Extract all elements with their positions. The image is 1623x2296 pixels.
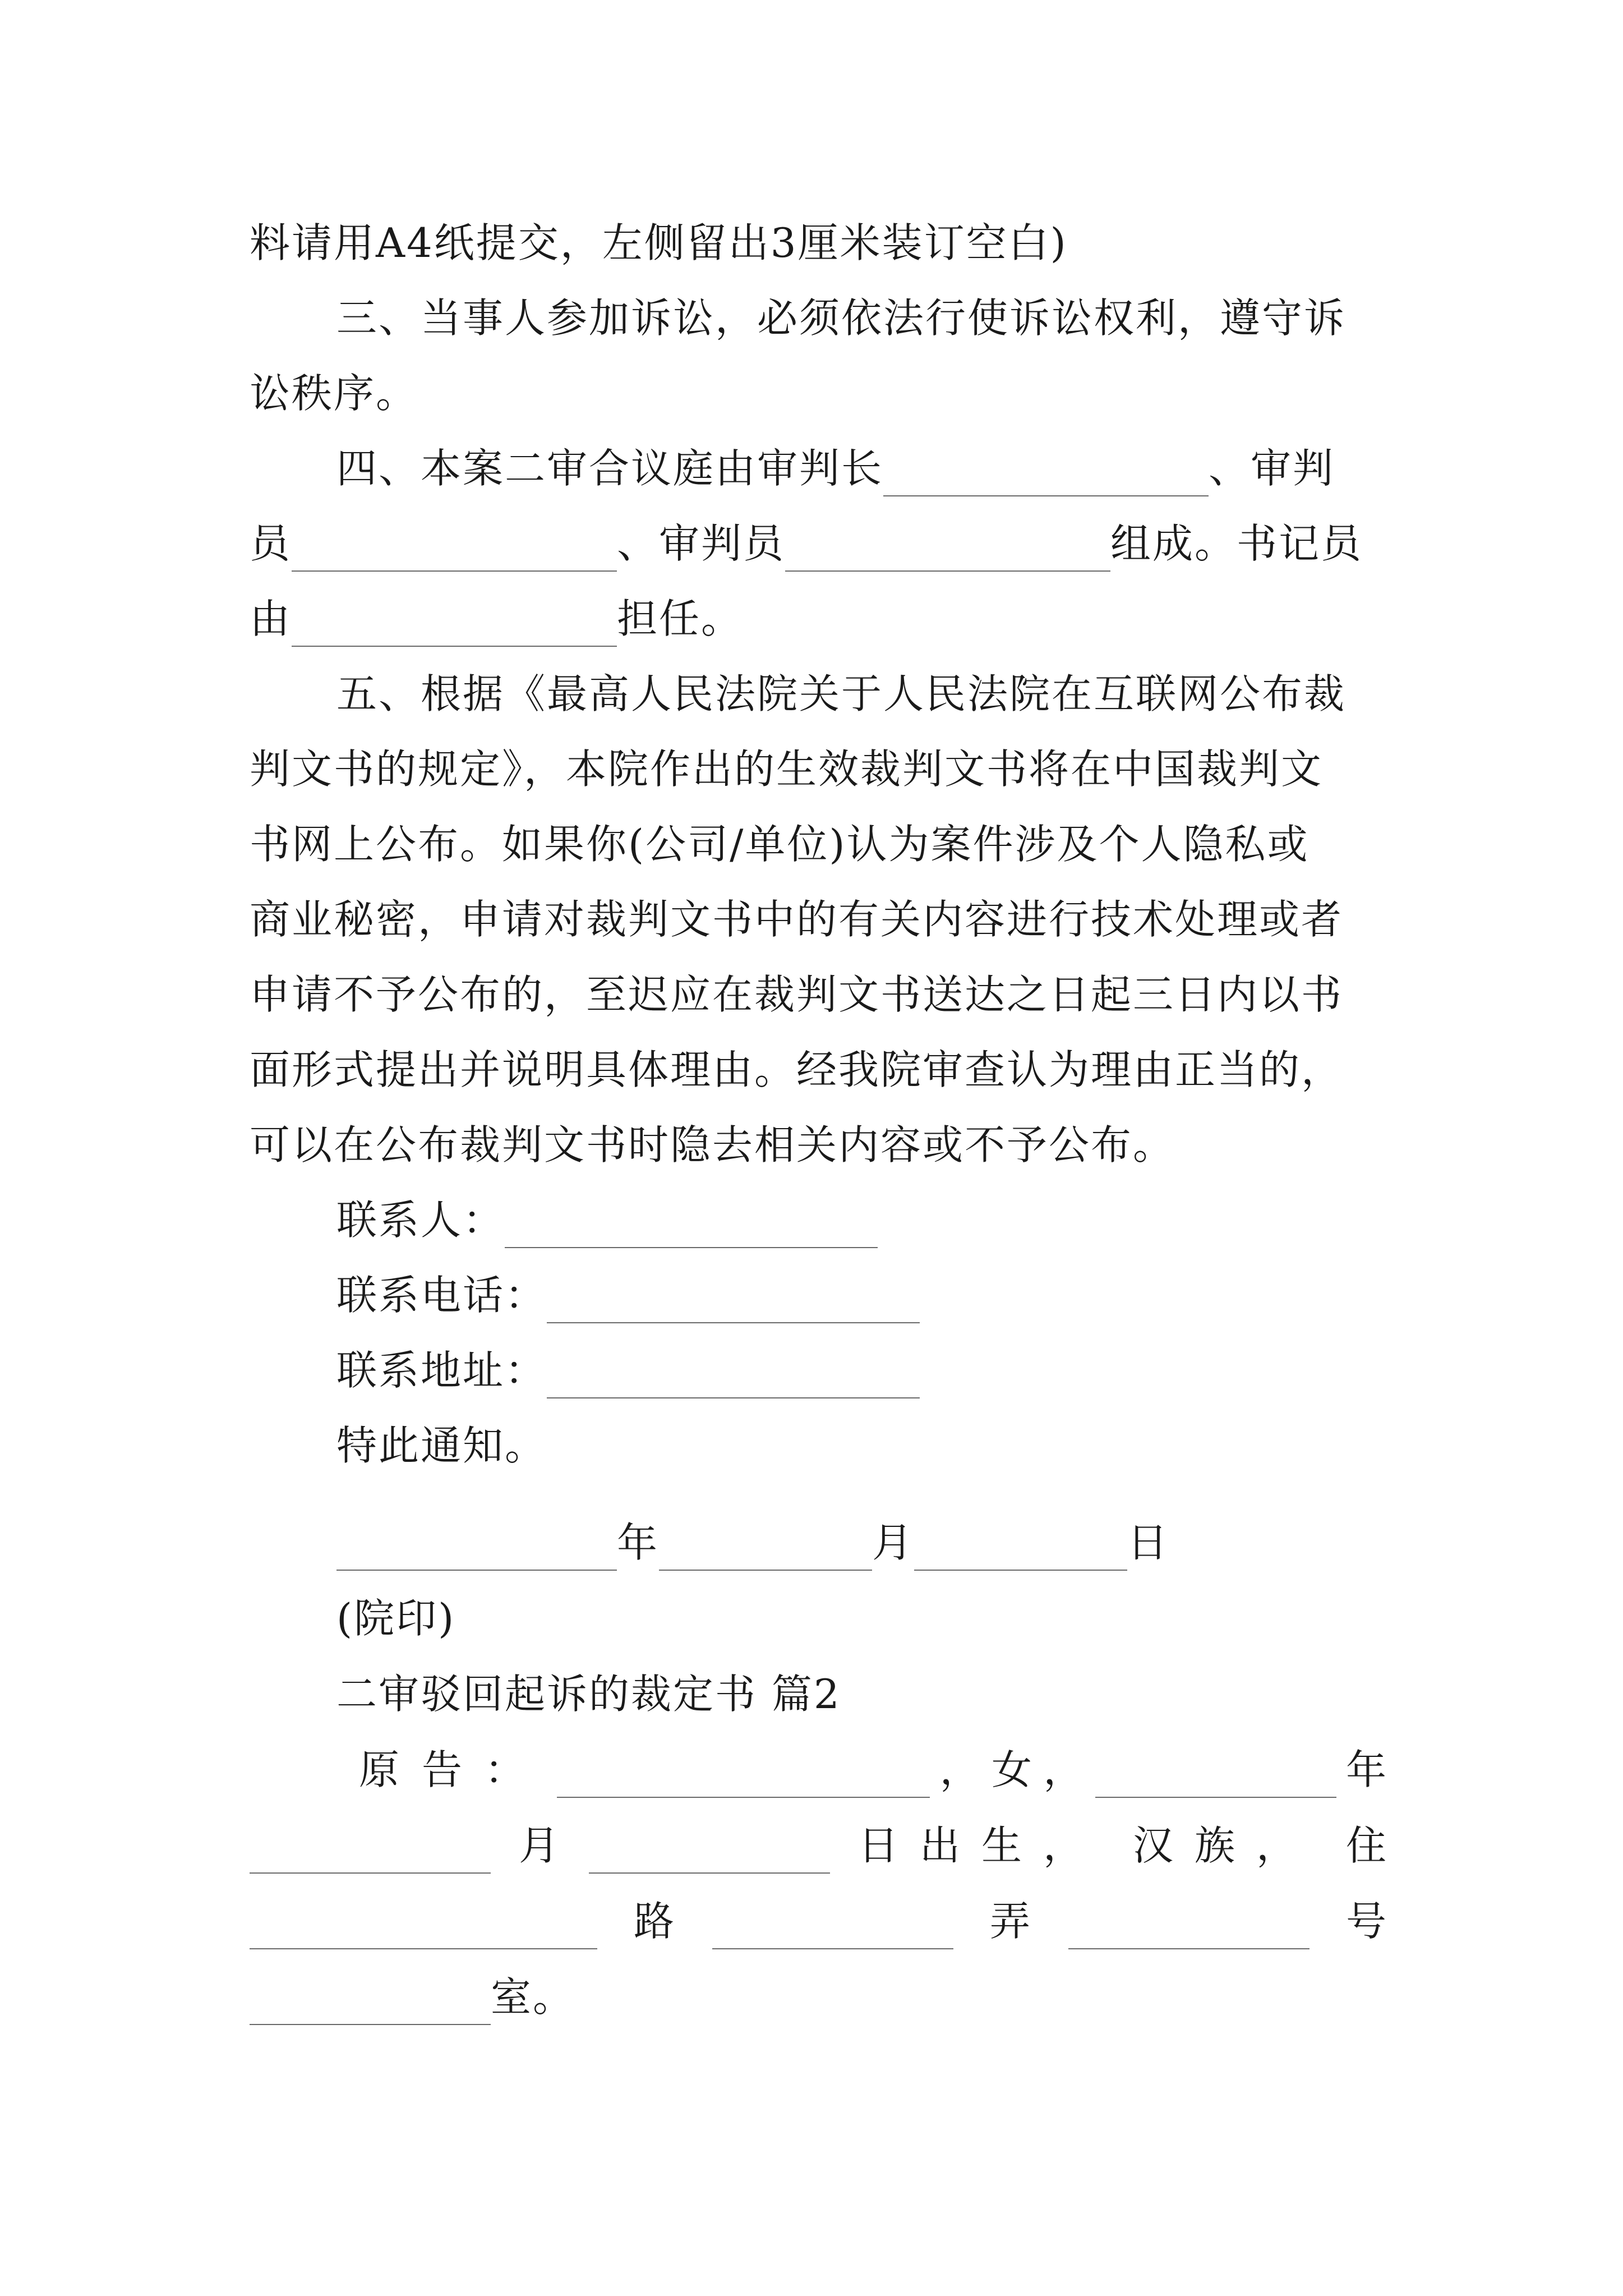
- blank-day[interactable]: [914, 1526, 1127, 1571]
- text: 员: [250, 520, 292, 567]
- paragraph-line: [250, 967, 1388, 1023]
- blank-month[interactable]: [659, 1526, 872, 1571]
- contact-address-label: 联系地址：: [336, 1347, 547, 1394]
- blank-birth-day[interactable]: [589, 1829, 830, 1874]
- blank-birth-year[interactable]: [1095, 1753, 1336, 1798]
- contact-address-field[interactable]: [547, 1354, 920, 1398]
- paragraph-line: [250, 891, 1388, 947]
- date-row: [336, 1515, 1388, 1571]
- text: 五、根据《最高人民法院关于人民法院在互联网公布裁: [336, 670, 1347, 717]
- contact-person-row: [336, 1192, 1388, 1248]
- paragraph-line: [250, 741, 1388, 797]
- paragraph-item-5: [336, 666, 1388, 722]
- plaintiff-label: 原告：: [359, 1746, 548, 1793]
- contact-phone-field[interactable]: [547, 1278, 920, 1323]
- blank-room[interactable]: [250, 1980, 491, 2025]
- paragraph-line: [250, 516, 1388, 572]
- text: (院印): [336, 1595, 456, 1642]
- text: 四、本案二审合议庭由审判长: [336, 445, 884, 492]
- text: 可以在公布裁判文书时隐去相关内容或不予公布。: [250, 1121, 1175, 1168]
- blank-road[interactable]: [250, 1904, 597, 1949]
- contact-person-label: 联系人：: [336, 1197, 505, 1244]
- text: ，: [939, 1746, 982, 1793]
- day-label: 日: [1127, 1519, 1170, 1566]
- year-label: 年: [1345, 1746, 1388, 1793]
- text: 由: [250, 595, 292, 642]
- room-row: [250, 1969, 1388, 2025]
- paragraph-line: [250, 365, 1388, 421]
- text: 讼秩序。: [250, 370, 418, 417]
- text: 、审判: [1209, 445, 1335, 492]
- contact-address-row: [336, 1342, 1388, 1398]
- address-row: [250, 1893, 1388, 1949]
- contact-person-field[interactable]: [505, 1203, 878, 1248]
- closing-notice: [336, 1418, 1388, 1474]
- plaintiff-row: [359, 1742, 1388, 1798]
- blank-plaintiff-name[interactable]: [557, 1753, 930, 1798]
- gender-text: 女: [991, 1746, 1034, 1793]
- blank-clerk[interactable]: [292, 602, 617, 647]
- blank-judge-1[interactable]: [292, 527, 617, 572]
- paragraph-item-3: [336, 290, 1388, 346]
- road-label: 路: [633, 1898, 676, 1945]
- text: ，: [1043, 1746, 1086, 1793]
- text: 面形式提出并说明具体理由。经我院审查认为理由正当的，: [250, 1046, 1344, 1093]
- live-label: 住: [1345, 1822, 1388, 1869]
- court-seal: [336, 1590, 1388, 1646]
- year-label: 年: [617, 1519, 660, 1566]
- number-label: 号: [1345, 1898, 1388, 1945]
- text: 申请不予公布的，至迟应在裁判文书送达之日起三日内以书: [250, 971, 1344, 1018]
- paragraph-item-4: [336, 440, 1388, 496]
- text: 担任。: [617, 595, 744, 642]
- text: 料请用A4纸提交，左侧留出3厘米装订空白): [250, 219, 1068, 266]
- paragraph-line: [250, 816, 1388, 872]
- text: 二审驳回起诉的裁定书 篇2: [336, 1671, 841, 1718]
- blank-year[interactable]: [336, 1526, 617, 1571]
- blank-judge-2[interactable]: [785, 527, 1110, 572]
- text: 特此通知。: [336, 1422, 547, 1469]
- text: 、审判员: [617, 520, 786, 567]
- blank-presiding-judge[interactable]: [883, 452, 1209, 496]
- room-label: 室。: [491, 1973, 575, 2021]
- birth-row: [250, 1818, 1388, 1874]
- blank-lane[interactable]: [712, 1904, 953, 1949]
- paragraph-line: [250, 1117, 1388, 1173]
- contact-phone-label: 联系电话：: [336, 1272, 547, 1319]
- contact-phone-row: [336, 1267, 1388, 1323]
- text: 判文书的规定》，本院作出的生效裁判文书将在中国裁判文: [250, 746, 1324, 793]
- text: 书网上公布。如果你(公司/单位)认为案件涉及个人隐私或: [250, 821, 1310, 868]
- text: 三、当事人参加诉讼，必须依法行使诉讼权利，遵守诉: [336, 295, 1347, 342]
- paragraph-line: [250, 591, 1388, 647]
- month-label: 月: [872, 1519, 915, 1566]
- text: 组成。书记员: [1110, 520, 1363, 567]
- lane-label: 弄: [989, 1898, 1032, 1945]
- paragraph-line: [250, 215, 1388, 271]
- month-label: 月: [518, 1822, 561, 1869]
- ethnicity-text: 汉族，: [1132, 1822, 1318, 1869]
- section-heading: [336, 1666, 1388, 1722]
- paragraph-line: [250, 1042, 1388, 1098]
- blank-birth-month[interactable]: [250, 1829, 491, 1874]
- text: 商业秘密，申请对裁判文书中的有关内容进行技术处理或者: [250, 896, 1344, 943]
- birth-text: 日出生，: [857, 1822, 1105, 1869]
- blank-number[interactable]: [1068, 1904, 1310, 1949]
